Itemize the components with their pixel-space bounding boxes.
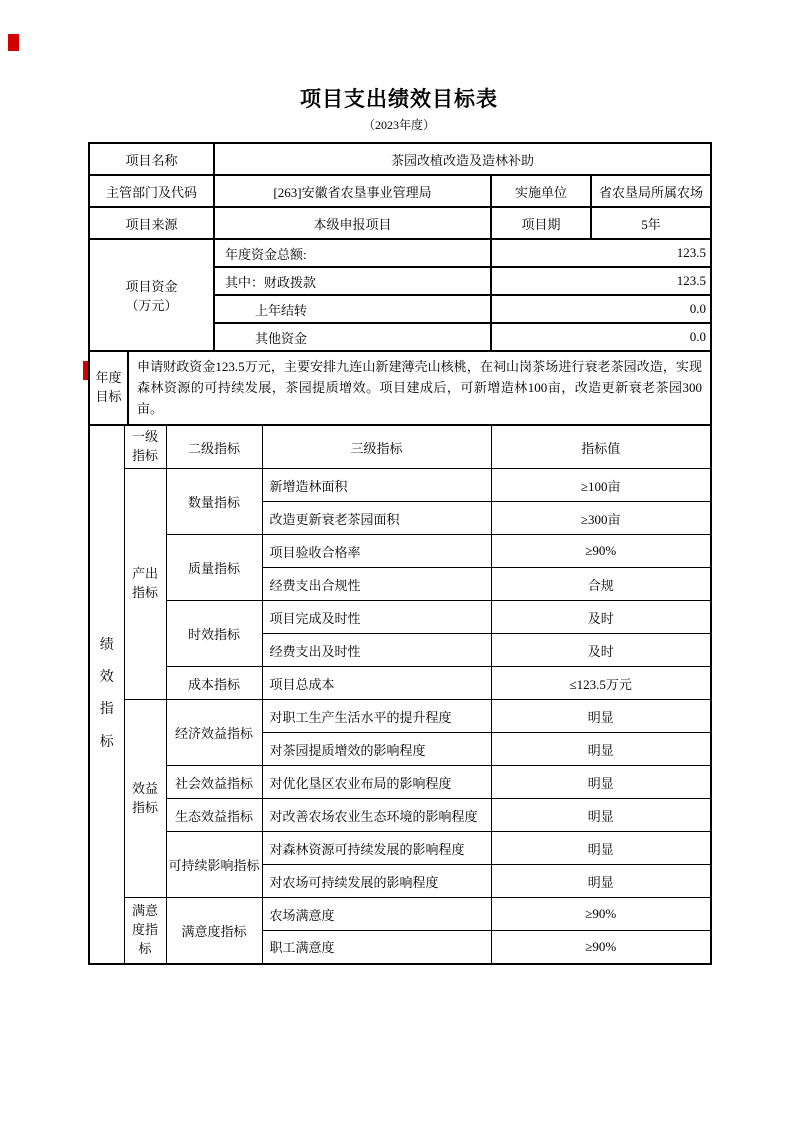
sub-quality-label: 质量指标 [166, 535, 262, 601]
indicator-row: 项目验收合格率 [262, 535, 491, 568]
red-annotation-mark-top [8, 34, 19, 51]
funds-label-line1: 项目资金 [125, 279, 178, 294]
header-level2: 二级指标 [166, 425, 262, 468]
indicator-row: 对农场可持续发展的影响程度 [262, 865, 491, 898]
project-name-value: 茶园改植改造及造林补助 [214, 143, 711, 175]
sub-satisfaction-label: 满意度指标 [166, 898, 262, 964]
indicator-value: ≤123.5万元 [491, 667, 711, 700]
indicator-value: ≥300亩 [491, 502, 711, 535]
sub-social-label: 社会效益指标 [166, 766, 262, 799]
indicator-value: ≥90% [491, 898, 711, 931]
funds-total-label: 年度资金总额: [214, 239, 491, 267]
indicator-value: 明显 [491, 766, 711, 799]
header-level1: 一级指标 [124, 425, 166, 468]
indicator-row: 对职工生产生活水平的提升程度 [262, 700, 491, 733]
sub-quantity-label: 数量指标 [166, 469, 262, 535]
indicator-row: 农场满意度 [262, 898, 491, 931]
dept-label: 主管部门及代码 [89, 175, 214, 207]
funds-total-value: 123.5 [491, 239, 711, 267]
indicator-value: 明显 [491, 832, 711, 865]
indicators-side-label [89, 425, 124, 963]
page-subtitle: （2023年度） [362, 118, 435, 132]
funds-label-line2: （万元） [125, 298, 178, 313]
indicator-value: ≥100亩 [491, 469, 711, 502]
source-label: 项目来源 [89, 207, 214, 239]
funds-other-value: 0.0 [491, 323, 711, 351]
funds-section-label [89, 239, 214, 351]
page-title: 项目支出绩效目标表 [300, 87, 498, 111]
dept-value: [263]安徽省农垦事业管理局 [214, 175, 491, 207]
project-info-table [88, 142, 712, 352]
source-value: 本级申报项目 [214, 207, 491, 239]
indicator-row: 改造更新衰老茶园面积 [262, 502, 491, 535]
funds-other-label: 其他资金 [214, 323, 491, 351]
period-label: 项目期 [491, 207, 591, 239]
impl-unit-value: 省农垦局所属农场 [591, 175, 711, 207]
indicator-row: 新增造林面积 [262, 469, 491, 502]
indicator-row: 项目完成及时性 [262, 601, 491, 634]
sub-time-label: 时效指标 [166, 601, 262, 667]
indicator-row: 职工满意度 [262, 931, 491, 964]
indicator-row: 对优化垦区农业布局的影响程度 [262, 766, 491, 799]
sub-economic-label: 经济效益指标 [166, 700, 262, 766]
annual-goal-text: 申请财政资金123.5万元，主要安排九连山新建薄壳山核桃，在祠山岗茶场进行衰老茶园改造，实现森林资源的可持续发展，茶园提质增效。项目建成后，可新增造林100亩，改造更新衰老茶园300亩。 [128, 351, 711, 425]
sub-ecological-label: 生态效益指标 [166, 799, 262, 832]
annual-goal-table [88, 350, 712, 426]
group-output-label: 产出指标 [124, 469, 166, 700]
funds-fiscal-value: 123.5 [491, 267, 711, 295]
indicator-row: 对森林资源可持续发展的影响程度 [262, 832, 491, 865]
indicator-row: 经费支出及时性 [262, 634, 491, 667]
indicator-row: 对茶园提质增效的影响程度 [262, 733, 491, 766]
indicator-value: 及时 [491, 634, 711, 667]
indicators-side-label-text: 绩效指标 [99, 638, 114, 750]
indicator-value: 明显 [491, 865, 711, 898]
funds-fiscal-label: 其中：财政拨款 [214, 267, 491, 295]
indicator-row: 项目总成本 [262, 667, 491, 700]
project-name-label: 项目名称 [89, 143, 214, 175]
indicators-table [88, 424, 712, 964]
indicator-value: 合规 [491, 568, 711, 601]
indicator-value: 明显 [491, 700, 711, 733]
indicator-value: ≥90% [491, 931, 711, 964]
header-value: 指标值 [491, 425, 711, 468]
sub-cost-label: 成本指标 [166, 667, 262, 700]
indicator-value: ≥90% [491, 535, 711, 568]
funds-carryover-label: 上年结转 [214, 295, 491, 323]
indicator-value: 明显 [491, 799, 711, 832]
annual-goal-label: 年度目标 [89, 351, 128, 425]
funds-carryover-value: 0.0 [491, 295, 711, 323]
indicator-value: 及时 [491, 601, 711, 634]
group-satisfaction-label: 满意度指标 [124, 898, 166, 964]
period-value: 5年 [591, 207, 711, 239]
group-benefit-label: 效益指标 [124, 700, 166, 898]
header-level3: 三级指标 [262, 425, 491, 468]
sub-sustain-label: 可持续影响指标 [166, 832, 262, 898]
indicator-row: 对改善农场农业生态环境的影响程度 [262, 799, 491, 832]
indicator-row: 经费支出合规性 [262, 568, 491, 601]
impl-unit-label: 实施单位 [491, 175, 591, 207]
indicator-value: 明显 [491, 733, 711, 766]
document-body [88, 86, 710, 965]
